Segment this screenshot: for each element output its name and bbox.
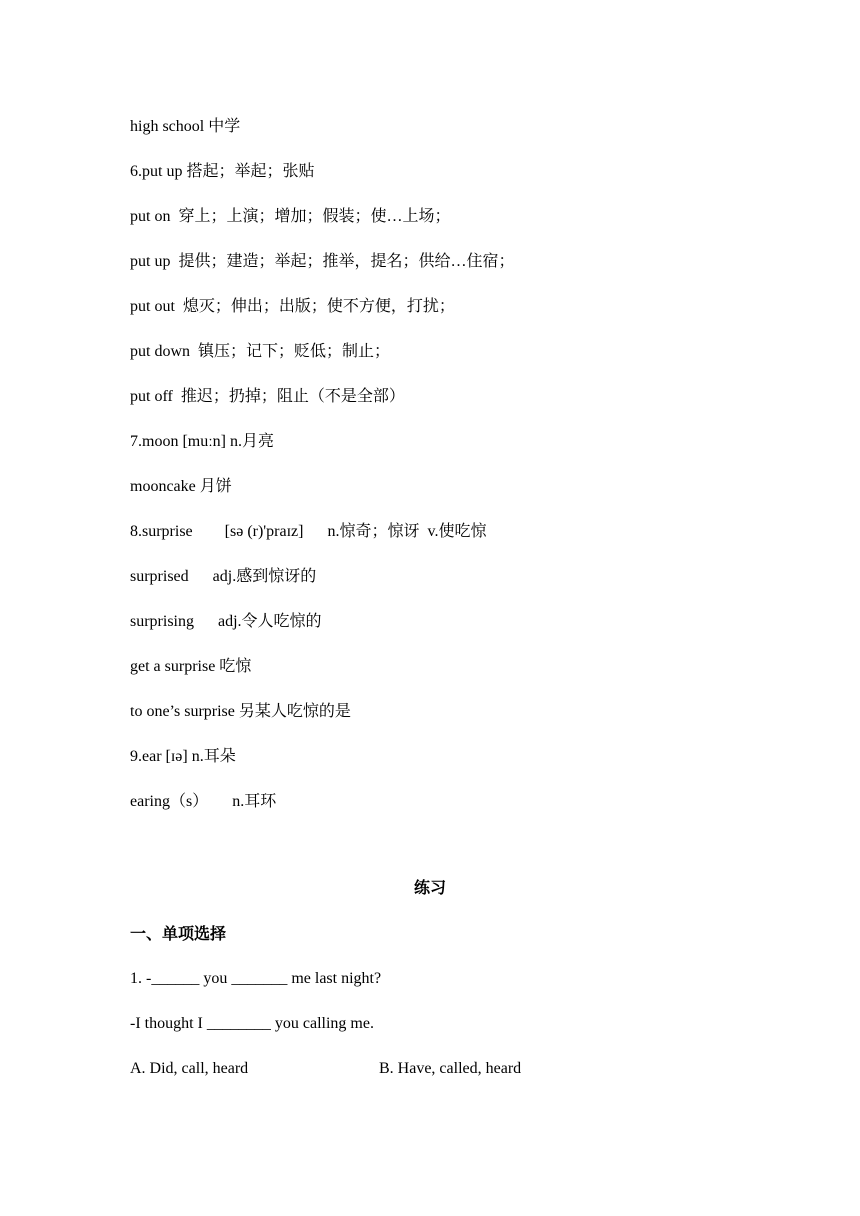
vocab-line: put off 推迟；扔掉；阻止（不是全部） [130, 388, 405, 405]
section-spacer [130, 835, 730, 877]
vocab-line: high school 中学 [130, 118, 241, 135]
document-content [130, 115, 730, 1102]
exercise-title: 练习 [413, 880, 446, 897]
vocab-line: put down 镇压；记下；贬低；制止； [130, 343, 391, 360]
vocab-line: put on 穿上；上演；增加；假装；使…上场； [130, 208, 451, 225]
question-1: 1. -______ you _______ me last night? [130, 970, 382, 987]
vocab-line: put up 提供；建造；举起；推举，提名；供给…住宿； [130, 253, 515, 270]
vocab-line: get a surprise 吃惊 [130, 658, 252, 675]
vocab-line: 6.put up 搭起；举起；张贴 [130, 163, 315, 180]
question-1-reply: -I thought I ________ you calling me. [130, 1015, 374, 1032]
vocab-line: earing（s） n.耳环 [130, 793, 277, 810]
option-a: A. Did, call, heard [130, 1060, 249, 1077]
option-b: B. Have, called, heard [379, 1060, 522, 1077]
vocab-line: 9.ear [ɪə] n.耳朵 [130, 748, 236, 765]
vocab-line: surprising adj.令人吃惊的 [130, 613, 322, 630]
vocab-line: mooncake 月饼 [130, 478, 232, 495]
vocab-line: 8.surprise [sə (r)'praɪz] n.惊奇；惊讶 v.使吃惊 [130, 523, 487, 540]
vocab-line: put out 熄灭；伸出；出版；使不方便，打扰； [130, 298, 455, 315]
vocab-line: surprised adj.感到惊讶的 [130, 568, 317, 585]
vocab-line: to one’s surprise 另某人吃惊的是 [130, 703, 351, 720]
answer-options [130, 1057, 730, 1102]
vocab-line: 7.moon [muːn] n.月亮 [130, 433, 274, 450]
section-heading: 一、单项选择 [130, 926, 227, 943]
